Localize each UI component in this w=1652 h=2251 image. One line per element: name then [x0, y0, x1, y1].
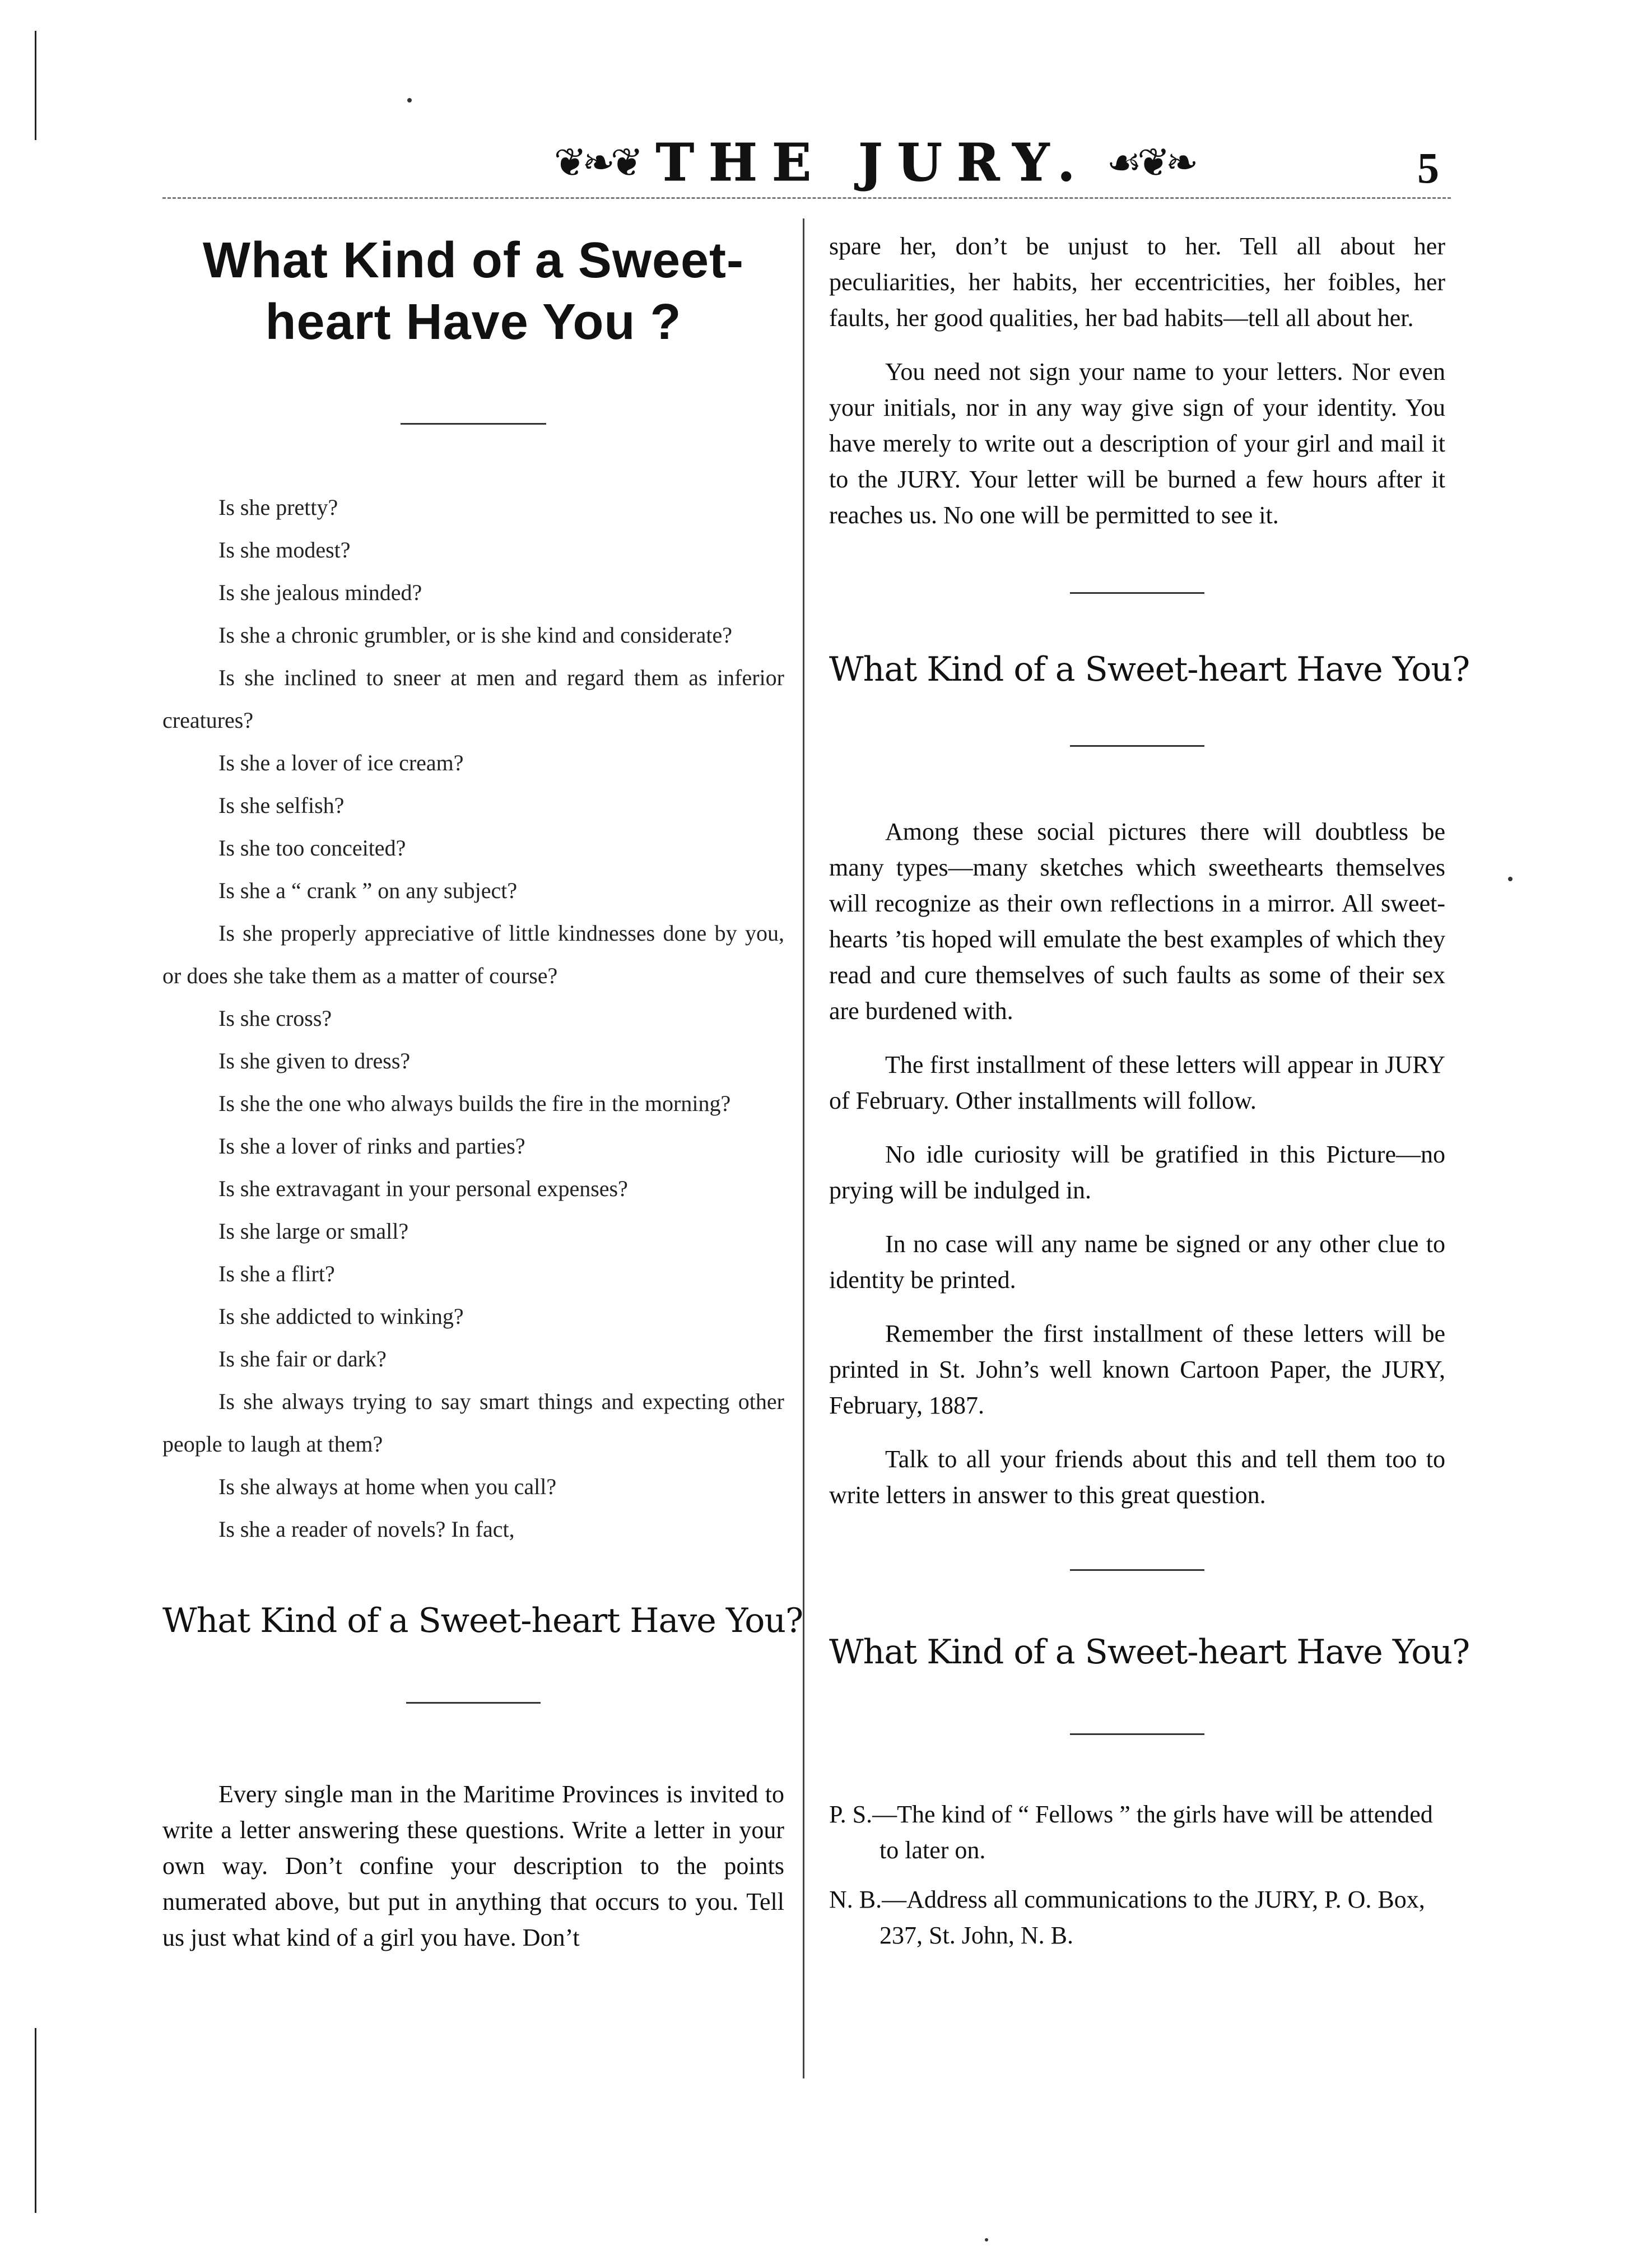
header-rule: [162, 197, 1451, 199]
left-column: [162, 218, 803, 1956]
question-item: Is she a lover of rinks and parties?: [218, 1133, 525, 1159]
question-item: Is she a flirt?: [218, 1261, 335, 1286]
paragraph: You need not sign your name to your letters. Nor even your initials, nor in any way give sign of your identity. You have merely to write out a description of your girl and mail it to the JURY. Your letter will be burned a few hours after it reaches us. No one will be permitted to see it.: [829, 358, 1445, 529]
section-rule: [1070, 592, 1204, 594]
question-item: Is she given to dress?: [218, 1048, 411, 1073]
masthead: [482, 129, 1266, 196]
question-item: Is she a lover of ice cream?: [218, 750, 464, 775]
question-item: Is she extravagant in your personal expenses?: [218, 1176, 628, 1201]
question-item: Is she cross?: [218, 1006, 332, 1031]
scan-speck: [985, 2238, 988, 2241]
question-item: Is she large or small?: [218, 1218, 409, 1244]
question-item: Is she pretty?: [218, 495, 338, 520]
address-note: N. B.—Address all communications to the JURY, P. O. Box, 237, St. John, N. B.: [829, 1886, 1425, 1949]
paragraph: Remember the first installment of these letters will be printed in St. John’s well known Cartoon Paper, the JURY, February, 1887.: [829, 1320, 1445, 1419]
section-rule: [1070, 745, 1204, 747]
question-item: Is she a “ crank ” on any subject?: [218, 878, 518, 903]
question-item: Is she inclined to sneer at men and regard them as inferior creatures?: [162, 665, 784, 733]
question-item: Is she the one who always builds the fire in the morning?: [218, 1091, 731, 1116]
paragraph: In no case will any name be signed or any other clue to identity be printed.: [829, 1230, 1445, 1294]
section-title: What Kind of a Sweet-heart Have You?: [162, 1601, 803, 1640]
paragraph: spare her, don’t be unjust to her. Tell all about her peculiarities, her habits, her eccentricities, her foibles, her faults, her good qualities, her bad habits—tell all about her.: [829, 232, 1445, 332]
article-title: What Kind of a Sweet-heart Have You ?: [203, 232, 744, 350]
question-item: Is she always at home when you call?: [218, 1474, 557, 1499]
title-rule: [401, 423, 546, 425]
invitation-paragraph: Every single man in the Maritime Provinces is invited to write a letter answering these questions. Write a letter in your own way. Don’t confine your description to the points numerated above, but put in anything that occurs to you. Tell us just what kind of a girl you have. Don’t: [162, 1780, 784, 1951]
question-item: Is she a chronic grumbler, or is she kind and considerate?: [218, 622, 732, 648]
page-number: 5: [1417, 143, 1439, 192]
section-title: What Kind of a Sweet-heart Have You?: [829, 1633, 1470, 1672]
right-column: [829, 218, 1470, 1954]
postscript-note: P. S.—The kind of “ Fellows ” the girls have will be attended to later on.: [829, 1801, 1433, 1864]
question-item: Is she fair or dark?: [218, 1346, 387, 1371]
question-list: [162, 486, 784, 1551]
question-item: Is she properly appreciative of little kindnesses done by you, or does she take them as a matter of course?: [162, 920, 784, 988]
question-item: Is she addicted to winking?: [218, 1304, 464, 1329]
question-item: Is she modest?: [218, 537, 351, 562]
question-item: Is she a reader of novels? In fact,: [218, 1517, 515, 1542]
column-divider: [803, 218, 804, 2078]
scan-margin-line-bottom: [35, 2028, 36, 2213]
question-item: Is she jealous minded?: [218, 580, 422, 605]
scan-speck: [407, 98, 412, 103]
paragraph: No idle curiosity will be gratified in this Picture—no prying will be indulged in.: [829, 1141, 1445, 1204]
paragraph: Talk to all your friends about this and tell them too to write letters in answer to this great question.: [829, 1445, 1445, 1509]
question-item: Is she selfish?: [218, 793, 345, 818]
question-item: Is she always trying to say smart things and expecting other people to laugh at them?: [162, 1389, 784, 1457]
section-rule: [406, 1702, 541, 1704]
scroll-ornament-right-icon: ☙❦❧: [1106, 141, 1194, 185]
scan-speck: [1508, 877, 1513, 881]
section-rule: [1070, 1569, 1204, 1571]
section-title: What Kind of a Sweet-heart Have You?: [829, 650, 1470, 689]
masthead-title: THE JURY.: [655, 132, 1090, 193]
scan-margin-line-top: [35, 31, 36, 140]
question-item: Is she too conceited?: [218, 835, 406, 861]
paragraph: The first installment of these letters will appear in JURY of February. Other installments will follow.: [829, 1051, 1445, 1114]
scroll-ornament-left-icon: ❦❧❦: [553, 141, 639, 185]
section-rule: [1070, 1733, 1204, 1735]
paragraph: Among these social pictures there will doubtless be many types—many sketches which sweethearts themselves will recognize as their own reflections in a mirror. All sweet-hearts ’tis hoped will emulate the best examples of which they read and cure themselves of such faults as some of their sex are burdened with.: [829, 818, 1445, 1025]
